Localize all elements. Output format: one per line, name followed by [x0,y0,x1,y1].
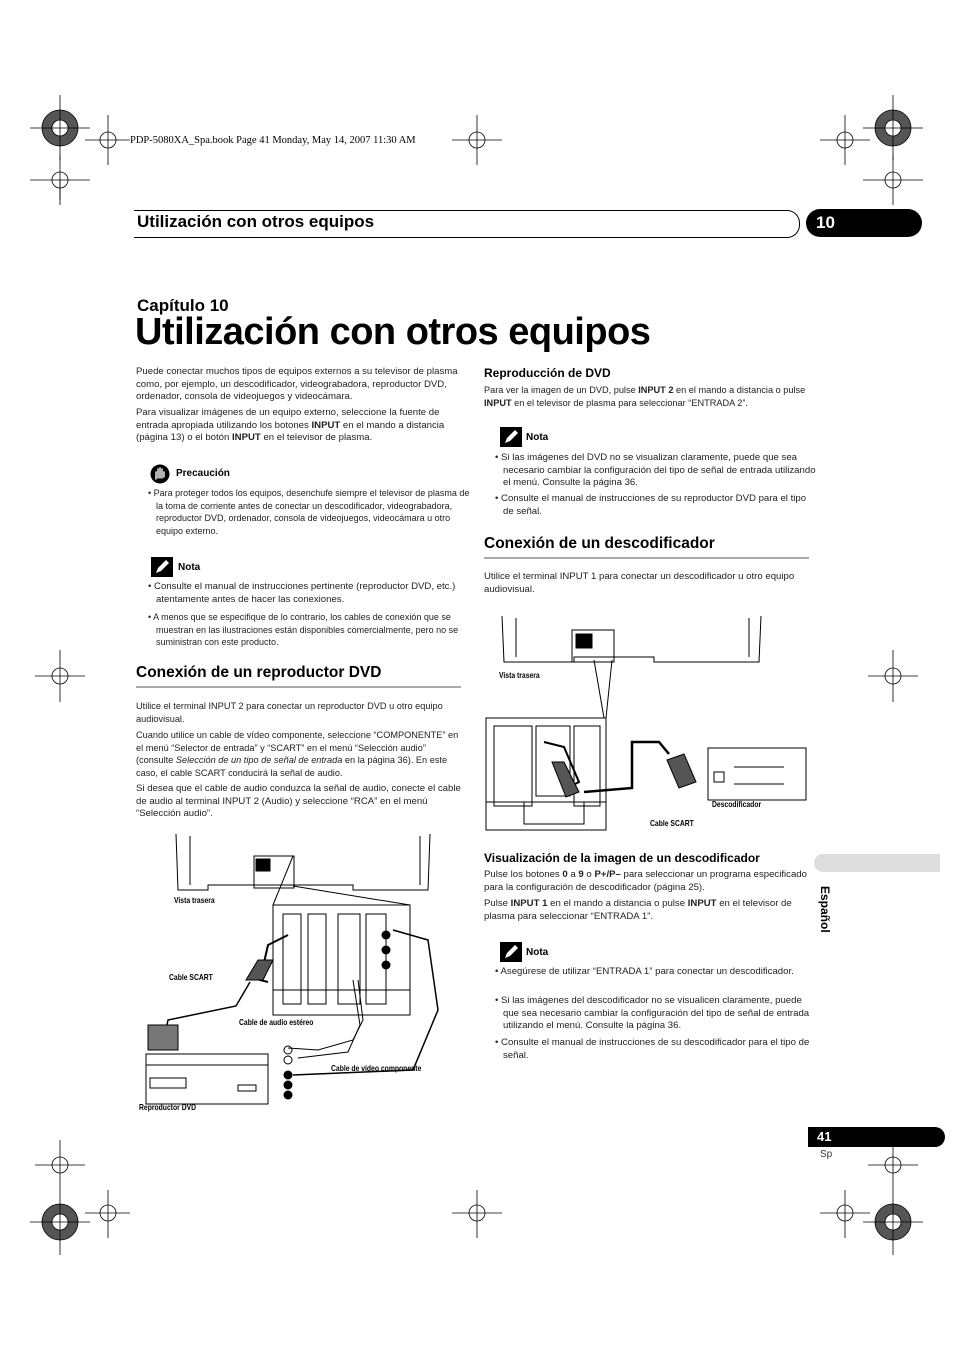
fig-caption-dvd-player: Reproductor DVD [139,1102,197,1112]
note-label: Nota [526,432,549,443]
chapter-number-badge [806,209,922,237]
intro-paragraph-2: Para visualizar imágenes de un equipo externo, seleccione la fuente de entrada apropiada utilizando los botones INPUT en el mando a distancia (página 13) o el botón INPUT en el televisor de plasma. [136,407,445,444]
decoder-paragraph: Utilice el terminal INPUT 1 para conectar un descodificador u otro equipo audiovisual. [484,571,795,595]
page-title: Utilización con otros equipos [135,311,651,353]
section-heading-dvd: Conexión de un reproductor DVD [136,664,382,681]
language-tab [814,854,940,872]
fig-caption-rear-view: Vista trasera [499,670,540,680]
note-item: • Consulte el manual de instrucciones pertinente (reproductor DVD, etc.) atentamente antes de hacer las conexiones. [148,581,456,605]
caution-hand-icon [150,464,170,484]
caution-item: • Para proteger todos los equipos, desenchufe siempre el televisor de plasma de la toma de corriente antes de conectar un descodificador, videograbadora, reproductor DVD, ordenador, consola de videojuegos, videocámara u otro equipo externo. [148,488,470,536]
fig-caption-scart-cable: Cable SCART [650,818,694,828]
note-item: • Si las imágenes del descodificador no se visualicen claramente, puede que sea necesario cambiar la configuración del tipo de señal de entrada utilizando el menú. Consulte la página 36. [495,995,810,1032]
page-number: 41 [817,1129,832,1144]
note-item: • Si las imágenes del DVD no se visualizan claramente, puede que sea necesario cambiar la configuración del tipo de señal de entrada utilizando el menú. Consulte la página 36. [495,452,816,489]
note-label: Nota [526,947,549,958]
fig-caption-component-cable: Cable de vídeo componente [331,1063,422,1073]
chapter-label: Capítulo 10 [137,296,229,315]
section-rule [136,686,461,688]
note-item: • Consulte el manual de instrucciones de su reproductor DVD para el tipo de señal. [495,493,807,517]
decoder-connection-diagram [484,612,814,837]
dvd-playback-paragraph: Para ver la imagen de un DVD, pulse INPUT 2 en el mando a distancia o pulse INPUT en el televisor de plasma para seleccionar “ENTRADA 2”. [484,385,806,408]
note-item: • Asegúrese de utilizar “ENTRADA 1” para conectar un descodificador. [495,966,794,977]
section-heading-decoder: Conexión de un descodificador [484,535,715,552]
book-info-line: PDP-5080XA_Spa.book Page 41 Monday, May 14, 2007 11:30 AM [130,135,416,146]
chapter-number: 10 [816,213,835,232]
fig-caption-audio-cable: Cable de audio estéreo [239,1017,314,1027]
dvd-paragraph-3: Si desea que el cable de audio conduzca la señal de audio, conecte el cable de audio al terminal INPUT 2 (Audio) y seleccione “RCA” en el menú “Selección audio”. [136,783,461,820]
fig-caption-decoder: Descodificador [712,799,762,809]
fig-caption-rear-view: Vista trasera [174,895,215,905]
intro-paragraph: Puede conectar muchos tipos de equipos externos a su televisor de plasma como, por ejemplo, un descodificador, videograbadora, reproductor DVD, ordenador, consola de videojuegos y videocámara. [136,366,458,403]
fig-caption-scart-cable: Cable SCART [169,972,213,982]
note-pencil-icon [500,427,522,447]
page-number-badge [808,1127,945,1147]
language-tab-label: Español [818,886,832,933]
subheading-decoder-view: Visualización de la imagen de un descodificador [484,851,760,865]
page-suffix: Sp [820,1149,833,1160]
caution-label: Precaución [176,468,230,479]
section-rule [484,557,809,559]
note-pencil-icon [500,942,522,962]
subheading-dvd-playback: Reproducción de DVD [484,366,611,380]
decoder-view-paragraph-2: Pulse INPUT 1 en el mando a distancia o pulse INPUT en el televisor de plasma para seleccionar “ENTRADA 1”. [484,898,792,922]
running-header-title: Utilización con otros equipos [137,212,375,231]
note-item: • A menos que se especifique de lo contrario, los cables de conexión que se muestran en las ilustraciones están disponibles comercialmente, pero no se suministran con este producto. [148,612,459,648]
note-item: • Consulte el manual de instrucciones de su descodificador para el tipo de señal. [495,1037,810,1061]
note-pencil-icon [151,557,173,577]
dvd-paragraph-1: Utilice el terminal INPUT 2 para conectar un reproductor DVD u otro equipo audiovisual. [136,701,443,724]
note-label: Nota [178,562,201,573]
dvd-paragraph-2: Cuando utilice un cable de vídeo componente, seleccione “COMPONENTE” en el menú “Selector de entrada” y “SCART” en el menú “Selección audio” (consulte Selección de un tipo de señal de entrada en la página 36). En este caso, el cable SCART conducirá la señal de audio. [136,730,459,778]
decoder-view-paragraph-1: Pulse los botones 0 a 9 o P+/P– para seleccionar un programa especificado para la configuración de descodificador (página 25). [484,869,807,893]
